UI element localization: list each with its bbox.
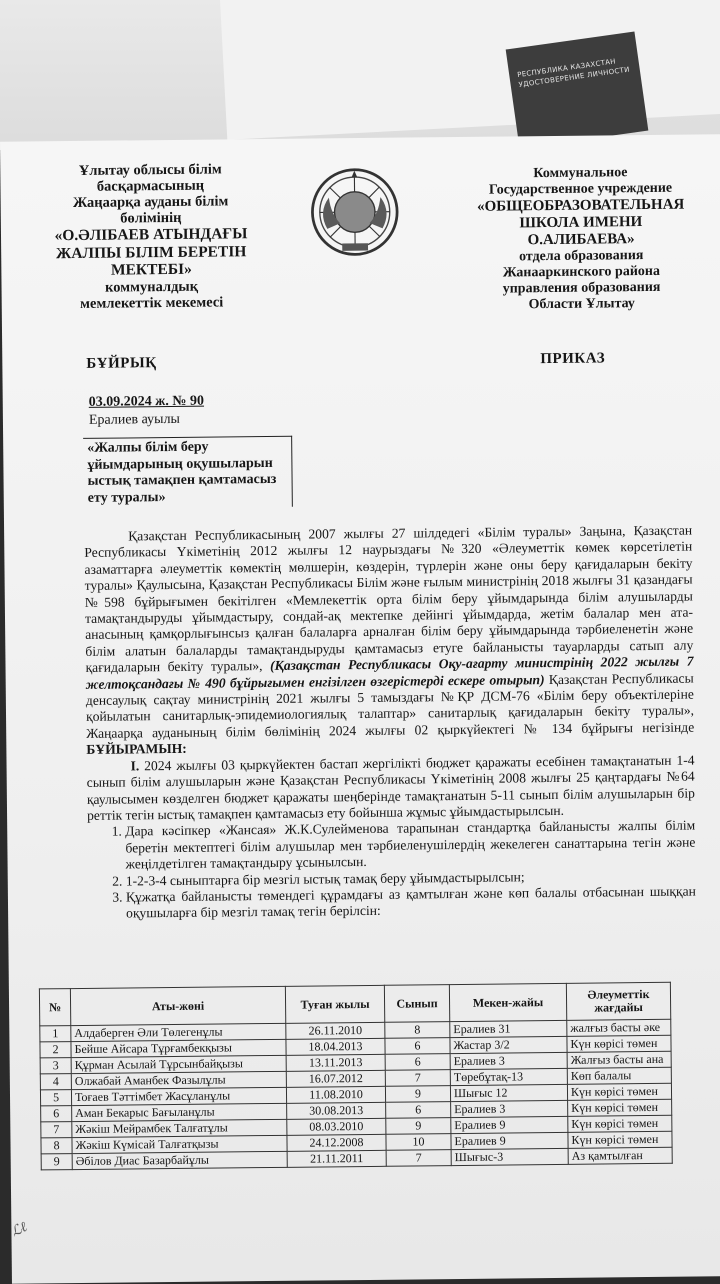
header-left-line: Жаңаарқа ауданы білім <box>36 193 266 211</box>
cell-class: 9 <box>386 1118 451 1135</box>
cell-birth-date: 08.03.2010 <box>287 1118 386 1135</box>
list-item: 3. Құжатқа байланысты төмендегі құрамдағы аз қамтылған және көп балалы отбасынан шыққан оқушыларға бір мезгіл тамақ тегін берілсін: <box>126 883 696 922</box>
preamble-italic-note: (Қазақстан Республикасы Оқу-ағарту министрінің 2022 жылғы 7 желтоқсандағы № 490 бұйрығымен енгізілген өзгерістерді ескере отырып) <box>86 654 694 692</box>
order-items-list <box>87 818 696 923</box>
cell-address: Ералиев 3 <box>451 1100 568 1117</box>
preamble-text-continued: Қазақстан Республикасы денсаулық сақтау министрінің 2021 жылғы 5 тамыздағы №ҚР ДСМ-76 «Білім беру объектілеріне қойылатын санитарлық-эпидемиологиялық талаптар» санитарлық қағидаларын бекіту туралы», Жаңаарқа ауданының білім бөлімінің 2024 жылғы 02 қыркүйектегі № 134 бұйрығы негізінде <box>86 670 694 741</box>
header-address: Мекен-жайы <box>449 983 566 1021</box>
header-right-line: Государственное учреждение <box>470 181 690 199</box>
list-item: 2. 1-2-3-4 сыныптарға бір мезгіл ыстық тамақ беру ұйымдастырылсын; <box>126 867 696 889</box>
header-right-school: «ОБЩЕОБРАЗОВАТЕЛЬНАЯ <box>471 197 691 216</box>
header-right-russian <box>470 165 692 314</box>
cell-number: 8 <box>41 1138 72 1154</box>
preamble-paragraph <box>84 523 694 759</box>
cell-class: 6 <box>385 1054 450 1071</box>
cell-address: Жастар 3/2 <box>450 1036 567 1053</box>
order-body <box>84 523 696 923</box>
cell-number: 7 <box>41 1122 72 1138</box>
order-date-number: 03.09.2024 ж. № 90 <box>89 394 204 411</box>
cell-birth-date: 11.08.2010 <box>286 1086 385 1103</box>
pupils-table-body <box>40 1019 672 1170</box>
cell-class: 6 <box>386 1102 451 1119</box>
order-title-kazakh: БҰЙРЫҚ <box>86 355 156 373</box>
cell-name: Жәкіш Күмісай Талғатқызы <box>72 1135 287 1153</box>
cell-social-status: Күн көрісі төмен <box>567 1083 671 1100</box>
cell-social-status: Жалғыз басты ана <box>567 1051 671 1068</box>
cell-social-status: Көп балалы <box>567 1067 671 1084</box>
cell-class: 6 <box>385 1038 450 1055</box>
header-left-school: ЖАЛПЫ БІЛІМ БЕРЕТІН <box>36 242 266 262</box>
header-social-status: Әлеуметтік жағдайы <box>566 982 670 1020</box>
header-right-line: Жанааркинского района <box>471 264 691 282</box>
header-left-kazakh <box>35 161 267 312</box>
cell-class: 9 <box>385 1086 450 1103</box>
header-right-school: ШКОЛА ИМЕНИ <box>471 214 691 233</box>
cell-address: Ералиев 9 <box>451 1116 568 1133</box>
cell-address: Ералиев 3 <box>450 1052 567 1069</box>
pupils-table <box>39 982 673 1171</box>
cell-class: 7 <box>386 1150 451 1167</box>
cell-name: Тоғаев Тәттімбет Жасұланұлы <box>71 1087 286 1105</box>
header-right-line: отдела образования <box>471 248 691 266</box>
cell-name: Жәкіш Мейрамбек Талғатұлы <box>72 1119 287 1137</box>
cell-birth-date: 21.11.2011 <box>287 1150 386 1167</box>
cell-birth-date: 26.11.2010 <box>286 1022 385 1039</box>
cell-name: Әбілов Диас Базарбайұлы <box>72 1151 287 1169</box>
cell-number: 6 <box>41 1106 72 1122</box>
header-left-line: басқармасының <box>35 177 265 195</box>
cell-class: 10 <box>386 1134 451 1151</box>
cell-number: 1 <box>40 1026 71 1042</box>
cell-number: 9 <box>41 1154 72 1170</box>
cell-social-status: Күн көрісі төмен <box>568 1099 672 1116</box>
cell-name: Олжабай Аманбек Фазылұлы <box>71 1071 286 1089</box>
header-number: № <box>39 989 70 1026</box>
cell-social-status: Күн көрісі төмен <box>568 1115 672 1132</box>
preamble-text: Қазақстан Республикасының 2007 жылғы 27 шілдедегі «Білім туралы» Заңына, Қазақстан Республикасы Үкіметінің 2012 жылғы 12 наурыздағы №320 «Әлеуметтік көмек көрсетілетін азаматтарға әлеуметтік көмектің мөлшерін, көздерін, түрлерін және оны беру қағидаларын бекіту туралы» Қаулысына, Қазақстан Республикасы Білім және ғылым министрінің 2018 жылғы 31 қазандағы №598 бұйрығымен бекітілген «Мемлекеттік орта білім беру ұйымдарында білім алушыларды тамақтандыруды ұйымдастыру, сондай-ақ мектепке дейінгі ұйымдарда, жетім балалар мен ата-анасының қамқорлығынсыз қалған балаларға арналған білім беру ұйымдарында тәрбиеленетін және білім алатын балаларды тамақтандыруды қамтамасыз етуге байланысты тауарларды сатып алу қағидаларын бекіту туралы», <box>84 523 693 676</box>
header-right-school: О.АЛИБАЕВА» <box>471 231 691 250</box>
cell-address: Шығыс 12 <box>450 1084 567 1101</box>
cell-birth-date: 24.12.2008 <box>287 1134 386 1151</box>
section-one-paragraph <box>86 752 695 824</box>
order-command: БҰЙЫРАМЫН: <box>86 741 187 757</box>
list-item: 1. Дара кәсіпкер «Жансая» Ж.К.Сулейменова тарапынан стандартқа байланысты жалпы білім беретін мектептегі білім алушылар мен тәрбиеленушілердің жекелеген санаттарына тегін және жеңілдетілген тамақтандыру ұсынылсын. <box>125 818 695 873</box>
cell-number: 5 <box>40 1090 71 1106</box>
header-left-line: бөлімінің <box>36 209 266 227</box>
header-birth-date: Туған жылы <box>285 985 384 1023</box>
cell-number: 2 <box>40 1042 71 1058</box>
cell-social-status: Күн көрісі төмен <box>567 1035 671 1052</box>
order-subject: «Жалпы білім беру ұйымдарының оқушыларын ыстық тамақпен қамтамасыз ету туралы» <box>83 436 293 509</box>
order-document-page <box>0 134 720 1283</box>
cell-name: Құрман Асылай Тұрсынбайқызы <box>71 1055 286 1073</box>
handwritten-mark: ℒℓ <box>9 1219 31 1241</box>
cell-birth-date: 18.04.2013 <box>286 1038 385 1055</box>
cell-social-status: Күн көрісі төмен <box>568 1131 672 1148</box>
cell-number: 4 <box>40 1074 71 1090</box>
section-number: I. <box>130 758 139 773</box>
cell-birth-date: 13.11.2013 <box>286 1054 385 1071</box>
order-place: Ералиев ауылы <box>89 412 180 429</box>
header-left-school: «О.ӘЛІБАЕВ АТЫНДАҒЫ <box>36 225 266 245</box>
header-left-line: мемлекеттік мекемесі <box>37 293 267 311</box>
cell-name: Аман Бекарыс Бағыланұлы <box>72 1103 287 1121</box>
cell-address: Шығыс-3 <box>451 1148 568 1165</box>
cell-birth-date: 16.07.2012 <box>286 1070 385 1087</box>
state-emblem-icon <box>308 166 401 259</box>
header-class: Сынып <box>384 985 449 1023</box>
header-left-line: коммуналдық <box>36 277 266 295</box>
cell-social-status: Аз қамтылған <box>568 1147 672 1164</box>
header-right-line: Коммунальное <box>470 165 690 183</box>
cell-address: Төребұтақ-13 <box>450 1068 567 1085</box>
cell-birth-date: 30.08.2013 <box>287 1102 386 1119</box>
header-right-line: Области Ұлытау <box>472 296 692 314</box>
header-name: Аты-жөні <box>70 986 285 1025</box>
cell-name: Алдаберген Әли Төлегенұлы <box>71 1023 286 1041</box>
cell-class: 7 <box>385 1070 450 1087</box>
header-left-line: Ұлытау облысы білім <box>35 161 265 179</box>
header-right-line: управления образования <box>472 280 692 298</box>
header-left-school: МЕКТЕБІ» <box>36 260 266 280</box>
cell-name: Бейше Айсара Тұрғамбекқызы <box>71 1039 286 1057</box>
cell-number: 3 <box>40 1058 71 1074</box>
cell-class: 8 <box>385 1022 450 1039</box>
cell-address: Ералиев 31 <box>450 1020 567 1037</box>
passport-document <box>506 31 649 148</box>
order-title-russian: ПРИКАЗ <box>540 350 605 368</box>
cell-social-status: жалғыз басты әке <box>567 1019 671 1036</box>
section-one-text: 2024 жылғы 03 қыркүйектен бастап жергілікті бюджет қаражаты есебінен тамақтанатын 1-4 сынып білім алушыларын және Қазақстан Республикасы Үкіметінің 2008 жылғы 25 қаңтардағы №64 қаулысымен көзделген бюджет қаражаты шеңберінде тамақтанатын 5-11 сынып білім алушыларын бір реттік тегін ыстық тамақпен қамтамасыз ету бойынша жұмыс ұйымдастырылсын. <box>87 752 695 823</box>
passport-text: РЕСПУБЛИКА КАЗАХСТАН УДОСТОВЕРЕНИЕ ЛИЧНОСТИ <box>506 31 641 91</box>
cell-address: Ералиев 9 <box>451 1132 568 1149</box>
